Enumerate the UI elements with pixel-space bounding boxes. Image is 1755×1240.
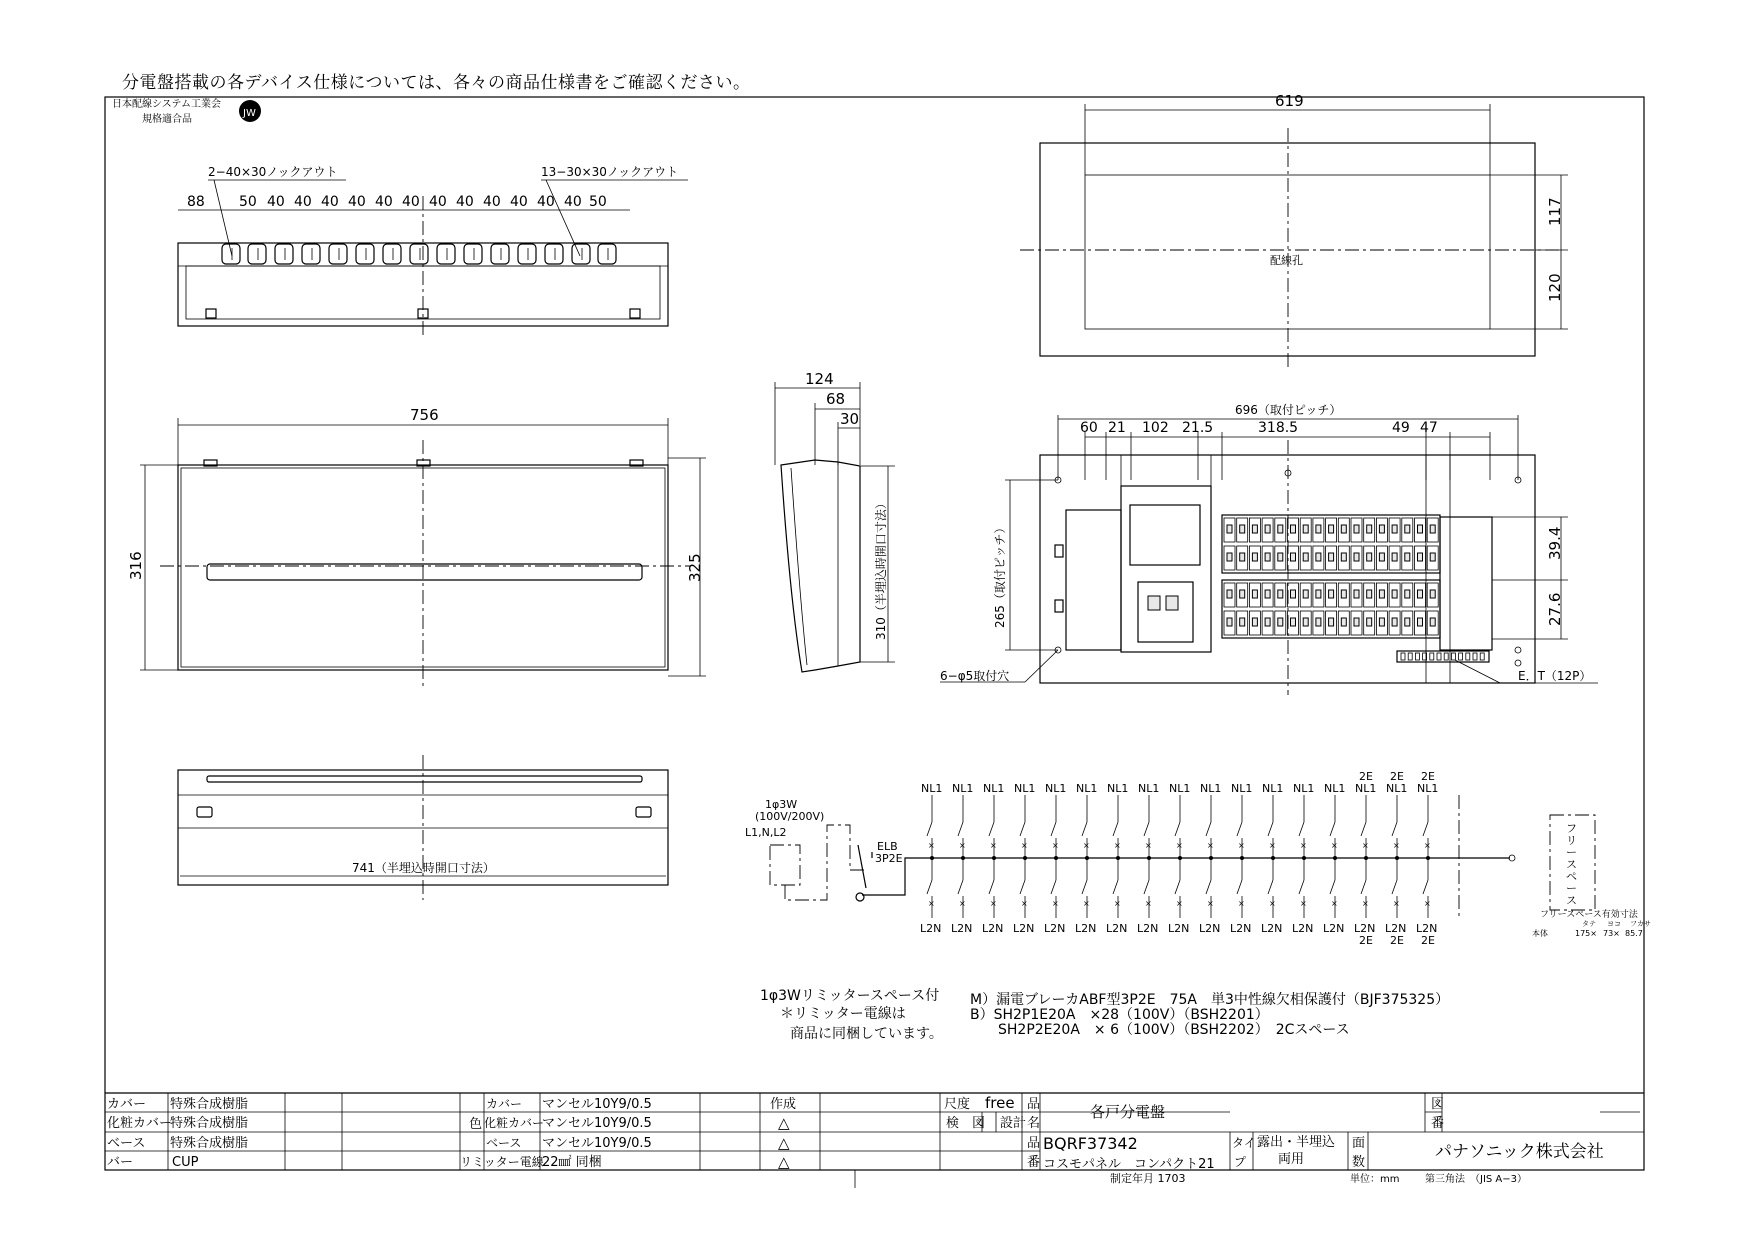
tb-color-part-1: 化粧カバー — [484, 1116, 545, 1130]
jis-logo-text: JW — [243, 108, 256, 119]
knockout-right-label: 13−30×30ノックアウト — [541, 165, 679, 179]
svg-text:×: × — [1393, 899, 1400, 908]
knockout-6 — [383, 244, 401, 264]
svg-text:×: × — [1207, 899, 1214, 908]
svg-text:×: × — [928, 841, 935, 850]
top-spacing-13: 40 — [564, 194, 582, 210]
tb-unit: 単位：mm — [1350, 1174, 1400, 1185]
tb-type-label-2: プ — [1234, 1155, 1247, 1169]
tb-color-3: 22㎟ 同梱 — [542, 1155, 602, 1170]
et-terminal-2 — [1415, 653, 1419, 660]
svg-text:×: × — [1176, 899, 1183, 908]
top-spacing-0: 88 — [187, 194, 205, 210]
et-terminal-10 — [1473, 653, 1477, 660]
branch-2e-bottom-14: 2E — [1359, 934, 1373, 947]
side-opening-dim: 310（半埋込時開口寸法） — [874, 497, 888, 640]
svg-text:×: × — [1269, 841, 1276, 850]
svg-text:×: × — [959, 841, 966, 850]
supply-line2: (100V/200V) — [755, 810, 825, 823]
supply-line3: L1,N,L2 — [745, 826, 787, 839]
jis-mark-line1: 日本配線システム工業会 — [112, 99, 221, 110]
tb-mat-0: 特殊合成樹脂 — [170, 1097, 249, 1112]
breaker-row-0 — [1222, 515, 1440, 573]
svg-text:×: × — [1331, 841, 1338, 850]
tb-mat-part-3: バー — [107, 1155, 134, 1170]
svg-text:×: × — [1021, 841, 1028, 850]
side-depth-68: 68 — [826, 390, 846, 408]
free-space-char-4: ペ — [1566, 870, 1577, 883]
svg-text:×: × — [1269, 899, 1276, 908]
svg-text:×: × — [1114, 841, 1121, 850]
note-right-3: SH2P2E20A × 6（100V）（BSH2202） 2Cスペース — [970, 1022, 1350, 1038]
free-dim-col2: ヨコ — [1607, 920, 1621, 928]
svg-text:×: × — [928, 899, 935, 908]
back-width-dim: 619 — [1275, 92, 1304, 110]
branch-bottom-label-6: L2N — [1106, 922, 1128, 935]
branch-top-label-2: NL1 — [983, 782, 1005, 795]
tb-color-label: 色 — [469, 1117, 483, 1132]
tb-color-part-2: ベース — [486, 1136, 522, 1150]
back-h2-dim: 120 — [1546, 273, 1564, 302]
svg-text:×: × — [1052, 899, 1059, 908]
svg-text:×: × — [1362, 899, 1369, 908]
tb-revision-1: △ — [778, 1134, 790, 1152]
inner-seg-1: 21 — [1108, 420, 1126, 436]
circuit-diagram — [745, 770, 1651, 947]
top-spacing-14: 50 — [589, 194, 607, 210]
svg-text:×: × — [1021, 899, 1028, 908]
svg-text:×: × — [1393, 841, 1400, 850]
tb-product-code: BQRF37342 — [1043, 1134, 1138, 1153]
note-left-2: ＊リミッター電線は — [780, 1006, 906, 1022]
top-spacing-9: 40 — [456, 194, 474, 210]
note-right-1: M）漏電ブレーカABF型3P2E 75A 単3中性線欠相保護付（BJF375325） — [970, 992, 1450, 1008]
notes — [760, 988, 1449, 1042]
tb-color-part-3: リミッター電線 — [460, 1155, 544, 1169]
branch-2e-top-16: 2E — [1421, 770, 1435, 783]
back-view — [1020, 92, 1568, 370]
svg-text:×: × — [990, 841, 997, 850]
inner-seg-0: 60 — [1080, 420, 1098, 436]
branch-top-label-12: NL1 — [1293, 782, 1315, 795]
branch-bottom-label-11: L2N — [1261, 922, 1283, 935]
branch-bottom-label-0: L2N — [920, 922, 942, 935]
tb-type-value-1: 露出・半埋込 — [1257, 1135, 1336, 1150]
branch-top-label-11: NL1 — [1262, 782, 1284, 795]
svg-text:×: × — [1238, 899, 1245, 908]
svg-text:×: × — [1083, 899, 1090, 908]
inner-v2-dim: 27.6 — [1546, 592, 1564, 626]
knockout-14 — [598, 244, 616, 264]
top-spacing-5: 40 — [348, 194, 366, 210]
knockout-7 — [410, 244, 428, 264]
side-view — [775, 370, 895, 672]
et-terminal-6 — [1444, 653, 1448, 660]
branch-bottom-label-16: L2N — [1416, 922, 1438, 935]
front-view — [127, 406, 706, 690]
branch-bottom-label-3: L2N — [1013, 922, 1035, 935]
et-terminal-0 — [1401, 653, 1405, 660]
et-terminal-8 — [1459, 653, 1463, 660]
knockout-5 — [356, 244, 374, 264]
tb-check-label: 検 図 — [946, 1116, 986, 1131]
branch-bottom-label-7: L2N — [1137, 922, 1159, 935]
branch-top-label-4: NL1 — [1045, 782, 1067, 795]
inner-seg-6: 47 — [1420, 420, 1438, 436]
branch-top-label-9: NL1 — [1200, 782, 1222, 795]
knockout-1 — [248, 244, 266, 264]
header-note: 分電盤搭載の各デバイス仕様については、各々の商品仕様書をご確認ください。 — [122, 73, 751, 93]
inner-vpitch-dim: 265（取付ピッチ） — [993, 521, 1007, 628]
branch-bottom-label-12: L2N — [1292, 922, 1314, 935]
free-dim-row-label: 本体 — [1532, 929, 1548, 938]
branch-bottom-label-10: L2N — [1230, 922, 1252, 935]
top-spacing-1: 50 — [239, 194, 257, 210]
svg-text:×: × — [1207, 841, 1214, 850]
et-terminal-7 — [1451, 653, 1455, 660]
branch-bottom-label-2: L2N — [982, 922, 1004, 935]
branch-bottom-label-5: L2N — [1075, 922, 1097, 935]
branch-top-label-10: NL1 — [1231, 782, 1253, 795]
inner-et-label: E．T（12P） — [1518, 669, 1592, 683]
branch-top-label-3: NL1 — [1014, 782, 1036, 795]
tb-series: コスモパネル コンパクト21 — [1043, 1157, 1215, 1172]
branch-bottom-label-15: L2N — [1385, 922, 1407, 935]
branch-bottom-label-13: L2N — [1323, 922, 1345, 935]
title-block — [105, 1093, 1644, 1188]
knockout-11 — [518, 244, 536, 264]
branch-top-label-8: NL1 — [1169, 782, 1191, 795]
knockout-13 — [572, 244, 590, 264]
inner-holes-label: 6−φ5取付穴 — [940, 669, 1010, 683]
bottom-opening-dim: 741（半埋込時開口寸法） — [352, 861, 495, 875]
free-dim-title: フリースペース有効寸法 — [1540, 910, 1638, 920]
supply-line1: 1φ3W — [765, 798, 798, 811]
top-spacing-2: 40 — [267, 194, 285, 210]
front-width-dim: 756 — [410, 406, 439, 424]
front-height-right-dim: 325 — [686, 553, 704, 582]
tb-drawing-label-1: 図 — [1431, 1097, 1445, 1112]
tb-scale-value: free — [985, 1094, 1015, 1112]
free-dim-row-v3: 85.7 — [1625, 929, 1643, 938]
knockout-9 — [464, 244, 482, 264]
tb-revision-2: △ — [778, 1153, 790, 1171]
branch-top-label-6: NL1 — [1107, 782, 1129, 795]
tb-color-part-0: カバー — [486, 1097, 523, 1111]
branch-bottom-label-8: L2N — [1168, 922, 1190, 935]
et-terminal-1 — [1408, 653, 1412, 660]
inner-seg-2: 102 — [1142, 420, 1169, 436]
inner-seg-3: 21.5 — [1182, 420, 1214, 436]
tb-company: パナソニック株式会社 — [1435, 1142, 1604, 1162]
tb-name-label-1: 品 — [1027, 1097, 1041, 1112]
branch-2e-bottom-15: 2E — [1390, 934, 1404, 947]
branch-top-label-14: NL1 — [1355, 782, 1377, 795]
branch-bottom-label-4: L2N — [1044, 922, 1066, 935]
jis-mark-line2: 規格適合品 — [142, 114, 192, 125]
free-dim-row-v2: 73× — [1603, 929, 1620, 938]
tb-name-label-2: 名 — [1027, 1116, 1041, 1131]
et-terminal-9 — [1466, 653, 1470, 660]
svg-text:×: × — [990, 899, 997, 908]
svg-text:×: × — [1176, 841, 1183, 850]
svg-text:×: × — [1331, 899, 1338, 908]
et-terminal-4 — [1430, 653, 1434, 660]
branch-top-label-0: NL1 — [921, 782, 943, 795]
et-terminal-11 — [1480, 653, 1484, 660]
top-spacing-11: 40 — [510, 194, 528, 210]
tb-type-value-2: 両用 — [1278, 1152, 1305, 1167]
inner-seg-5: 49 — [1392, 420, 1410, 436]
top-spacing-6: 40 — [375, 194, 393, 210]
knockout-4 — [329, 244, 347, 264]
top-spacing-3: 40 — [294, 194, 312, 210]
tb-color-2: マンセル10Y9/0.5 — [542, 1136, 652, 1151]
back-h1-dim: 117 — [1546, 197, 1564, 226]
svg-text:×: × — [1052, 841, 1059, 850]
tb-product-name: 各戸分電盤 — [1090, 1103, 1166, 1121]
free-space-char-3: ス — [1566, 858, 1577, 871]
free-space-char-6: ス — [1566, 894, 1577, 907]
note-left-1: 1φ3Wリミッタースペース付 — [760, 988, 940, 1004]
svg-text:×: × — [1362, 841, 1369, 850]
elb-label: ELB — [877, 840, 898, 853]
bottom-view — [178, 755, 668, 900]
back-hole-label: 配線孔 — [1270, 254, 1303, 267]
branch-top-label-13: NL1 — [1324, 782, 1346, 795]
knockout-2 — [275, 244, 293, 264]
top-spacing-8: 40 — [429, 194, 447, 210]
note-left-3: 商品に同梱しています。 — [790, 1026, 943, 1042]
et-terminal-5 — [1437, 653, 1441, 660]
free-space-char-5: ー — [1566, 882, 1577, 895]
tb-type-label-1: タイ — [1232, 1136, 1256, 1150]
tb-face-label-2: 数 — [1352, 1155, 1366, 1170]
top-spacing-4: 40 — [321, 194, 339, 210]
top-spacing-7: 40 — [402, 194, 420, 210]
side-depth-124: 124 — [805, 370, 834, 388]
tb-code-label-2: 番 — [1027, 1155, 1041, 1170]
free-dim-row-v1: 175× — [1575, 929, 1597, 938]
tb-scale-label: 尺度 — [944, 1097, 971, 1112]
top-spacing-12: 40 — [537, 194, 555, 210]
tb-design-label: 設計 — [1000, 1116, 1027, 1131]
knockout-10 — [491, 244, 509, 264]
svg-text:×: × — [1424, 841, 1431, 850]
tb-mat-3: CUP — [172, 1155, 199, 1170]
tb-color-1: マンセル10Y9/0.5 — [542, 1116, 652, 1131]
knockout-3 — [302, 244, 320, 264]
branch-2e-top-14: 2E — [1359, 770, 1373, 783]
branch-top-label-7: NL1 — [1138, 782, 1160, 795]
tb-revision-header: 作成 — [770, 1097, 797, 1112]
top-spacing-10: 40 — [483, 194, 501, 210]
svg-text:×: × — [1238, 841, 1245, 850]
branch-bottom-label-1: L2N — [951, 922, 973, 935]
tb-color-0: マンセル10Y9/0.5 — [542, 1097, 652, 1112]
inner-view — [940, 402, 1598, 695]
tb-mat-part-0: カバー — [107, 1097, 147, 1112]
free-dim-col3: フカサ — [1630, 920, 1651, 928]
knockout-0 — [222, 244, 240, 264]
tb-mat-part-1: 化粧カバー — [107, 1116, 173, 1131]
tb-date: 制定年月 1703 — [1110, 1172, 1186, 1185]
svg-text:×: × — [1145, 841, 1152, 850]
svg-text:×: × — [1300, 899, 1307, 908]
elb-rating: 3P2E — [875, 852, 903, 865]
tb-revision-0: △ — [778, 1114, 790, 1132]
note-right-2: B）SH2P1E20A ×28（100V）（BSH2201） — [970, 1007, 1269, 1023]
front-height-left-dim: 316 — [127, 551, 145, 580]
svg-text:×: × — [1083, 841, 1090, 850]
branch-top-label-15: NL1 — [1386, 782, 1408, 795]
knockout-left-label: 2−40×30ノックアウト — [208, 165, 338, 179]
breaker-row-1 — [1222, 580, 1440, 638]
inner-pitch-dim: 696（取付ピッチ） — [1235, 403, 1342, 417]
tb-drawing-label-2: 番 — [1431, 1116, 1445, 1131]
top-view — [178, 165, 688, 335]
svg-text:×: × — [1300, 841, 1307, 850]
free-space-char-1: リ — [1566, 834, 1577, 847]
branch-bottom-label-9: L2N — [1199, 922, 1221, 935]
tb-projection: 第三角法 （JIS A−3） — [1425, 1174, 1528, 1185]
free-space-char-2: ー — [1566, 846, 1577, 859]
tb-face-label-1: 面 — [1352, 1136, 1366, 1151]
svg-text:×: × — [1145, 899, 1152, 908]
inner-seg-4: 318.5 — [1258, 420, 1299, 436]
branch-top-label-1: NL1 — [952, 782, 974, 795]
tb-mat-2: 特殊合成樹脂 — [170, 1136, 249, 1151]
tb-mat-1: 特殊合成樹脂 — [170, 1116, 249, 1131]
svg-text:×: × — [1424, 899, 1431, 908]
free-dim-col1: タテ — [1582, 920, 1596, 928]
side-depth-30: 30 — [840, 410, 860, 428]
tb-code-label-1: 品 — [1027, 1136, 1041, 1151]
svg-text:×: × — [1114, 899, 1121, 908]
tb-mat-part-2: ベース — [107, 1136, 146, 1151]
branch-2e-top-15: 2E — [1390, 770, 1404, 783]
knockout-12 — [545, 244, 563, 264]
branch-top-label-16: NL1 — [1417, 782, 1439, 795]
branch-bottom-label-14: L2N — [1354, 922, 1376, 935]
svg-text:×: × — [959, 899, 966, 908]
free-space-char-0: フ — [1566, 822, 1577, 835]
knockout-8 — [437, 244, 455, 264]
inner-v1-dim: 39.4 — [1546, 526, 1564, 560]
branch-2e-bottom-16: 2E — [1421, 934, 1435, 947]
branch-top-label-5: NL1 — [1076, 782, 1098, 795]
